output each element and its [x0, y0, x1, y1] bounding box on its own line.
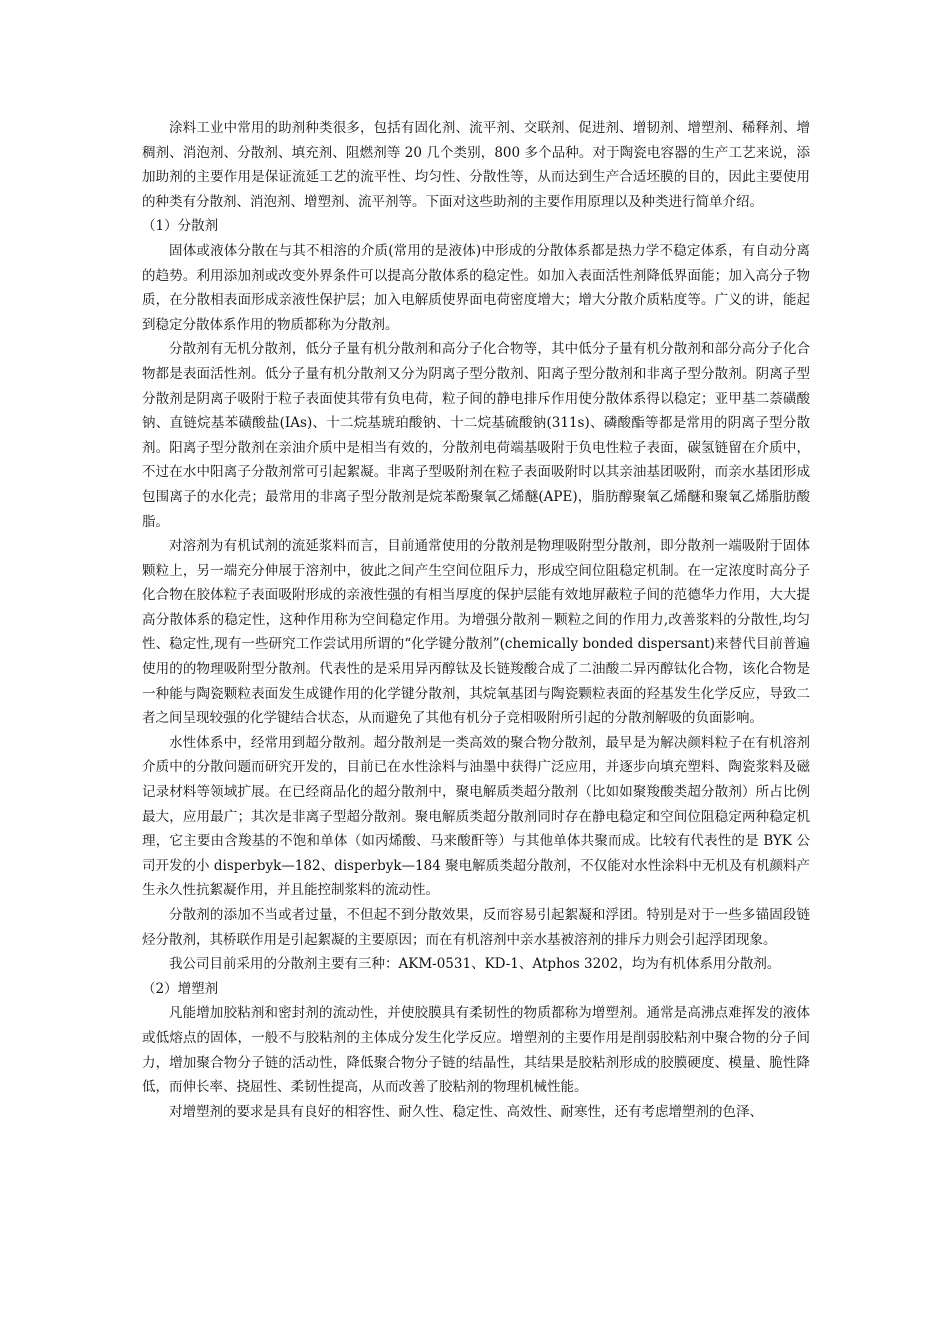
paragraph-plasticizer-requirements: 对增塑剂的要求是具有良好的相容性、耐久性、稳定性、高效性、耐寒性，还有考虑增塑剂的色泽、: [169, 1103, 763, 1120]
paragraph-dispersant-types: 分散剂有无机分散剂，低分子量有机分散剂和高分子化合物等，其中低分子量有机分散剂和部分高分子化合物都是表面活性剂。低分子量有机分散剂又分为阴离子型分散剂、阳离子型分散剂和非离子型分散剂。阴离子型分散剂是阴离子吸附于粒子表面使其带有负电荷，粒子间的静电排斥作用使分散体系得以稳定；亚甲基二萘磺酸钠、直链烷基苯磺酸盐(IAs)、十二烷基琥珀酸钠、十二烷基硫酸钠(311s)、磷酸酯等都是常用的阴离子型分散剂。阳离子型分散剂在亲油介质中是相当有效的，分散剂电荷端基吸附于负电性粒子表面，碳氢链留在介质中，不过在水中阳离子分散剂常可引起絮凝。非离子型吸附剂在粒子表面吸附时以其亲油基团吸附，而亲水基团形成包围离子的水化壳；最常用的非离子型分散剂是烷苯酚聚氧乙烯醚(APE)，脂肪醇聚氧乙烯醚和聚氧乙烯脂肪酸脂。: [142, 341, 810, 530]
paragraph-plasticizer-definition: 凡能增加胶粘剂和密封剂的流动性，并使胶膜具有柔韧性的物质都称为增塑剂。通常是高沸点难挥发的液体或低熔点的固体，一般不与胶粘剂的主体成分发生化学反应。增塑剂的主要作用是削弱胶粘剂中聚合物的分子间力，增加聚合物分子链的活动性，降低聚合物分子链的结晶性，其结果是胶粘剂形成的胶膜硬度、模量、脆性降低，而伸长率、挠屈性、柔韧性提高，从而改善了胶粘剂的物理机械性能。: [142, 1005, 810, 1096]
document-page: [142, 116, 810, 1124]
paragraph-organic-solvent-dispersant: 对溶剂为有机试剂的流延浆料而言，目前通常使用的分散剂是物理吸附型分散剂，即分散剂一端吸附于固体颗粒上，另一端充分伸展于溶剂中，彼此之间产生空间位阻斥力，形成空间位阻稳定机制。在一定浓度时高分子化合物在胶体粒子表面吸附形成的亲液性强的有相当厚度的保护层能有效地屏蔽粒子间的范德华力作用，大大提高分散体系的稳定性，这种作用称为空间稳定作用。为增强分散剂－颗粒之间的作用力,改善浆料的分散性,均匀性、稳定性,现有一些研究工作尝试用所谓的“化学键分散剂”(chemically bonded dispersant)来替代目前普遍使用的的物理吸附型分散剂。代表性的是采用异丙醇钛及长链羧酸合成了二油酸二异丙醇钛化合物，该化合物是一种能与陶瓷颗粒表面发生成键作用的化学键分散剂，其烷氧基团与陶瓷颗粒表面的羟基发生化学反应，导致二者之间呈现较强的化学键结合状态，从而避免了其他有机分子竞相吸附所引起的分散剂解吸的负面影响。: [142, 538, 810, 727]
paragraph-dispersant-excess: 分散剂的添加不当或者过量，不但起不到分散效果，反而容易引起絮凝和浮团。特别是对于一些多锚固段链烃分散剂，其桥联作用是引起絮凝的主要原因；而在有机溶剂中亲水基被溶剂的排斥力则会引起浮团现象。: [142, 907, 810, 948]
paragraph-hyperdispersant: 水性体系中，经常用到超分散剂。超分散剂是一类高效的聚合物分散剂，最早是为解决颜料粒子在有机溶剂介质中的分散问题而研究开发的，目前已在水性涂料与油墨中获得广泛应用，并逐步向填充塑料、陶瓷浆料及磁记录材料等领域扩展。在已经商品化的超分散剂中，聚电解质类超分散剂（比如如聚羧酸类超分散剂）所占比例最大，应用最广；其次是非离子型超分散剂。聚电解质类超分散剂同时存在静电稳定和空间位阻稳定两种稳定机理，它主要由含羧基的不饱和单体（如丙烯酸、马来酸酐等）与其他单体共聚而成。比较有代表性的是 BYK 公司开发的小 disperbyk—182、disperbyk—184 聚电解质类超分散剂，不仅能对水性涂料中无机及有机颜料产生永久性抗絮凝作用，并且能控制浆料的流动性。: [142, 734, 810, 899]
paragraph-dispersion-stability: 固体或液体分散在与其不相溶的介质(常用的是液体)中形成的分散体系都是热力学不稳定体系，有自动分离的趋势。利用添加剂或改变外界条件可以提高分散体系的稳定性。如加入表面活性剂降低界面能；加入高分子物质，在分散相表面形成亲液性保护层；加入电解质使界面电荷密度增大；增大分散介质粘度等。广义的讲，能起到稳定分散体系作用的物质都称为分散剂。: [142, 242, 810, 333]
section-heading-plasticizer: （2）增塑剂: [142, 980, 219, 997]
paragraph-intro: 涂料工业中常用的助剂种类很多，包括有固化剂、流平剂、交联剂、促进剂、增韧剂、增塑剂、稀释剂、增稠剂、消泡剂、分散剂、填充剂、阻燃剂等 20 几个类别，800 多个品种。对于陶瓷电容器的生产工艺来说，添加助剂的主要作用是保证流延工艺的流平性、均匀性、分散性等，从而达到生产合适坯膜的目的，因此主要使用的种类有分散剂、消泡剂、增塑剂、流平剂等。下面对这些助剂的主要作用原理以及种类进行简单介绍。: [142, 120, 810, 210]
section-heading-dispersant: （1）分散剂: [142, 218, 219, 235]
paragraph-company-dispersants: 我公司目前采用的分散剂主要有三种：AKM-0531、KD-1、Atphos 3202，均为有机体系用分散剂。: [169, 956, 781, 973]
